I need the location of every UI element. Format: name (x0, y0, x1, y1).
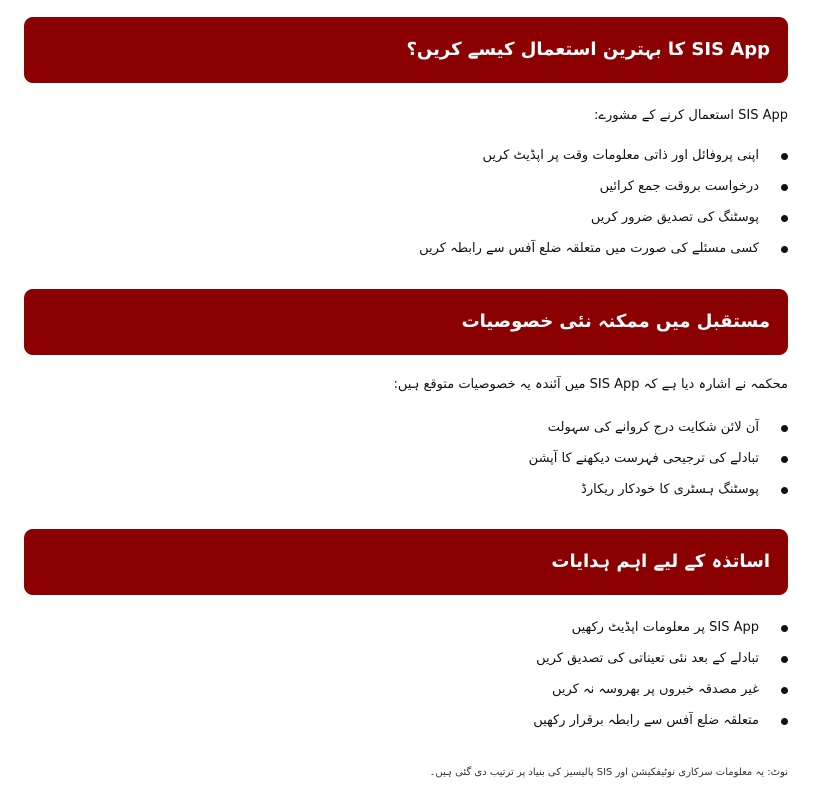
list-item: آن لائن شکایت درج کروانے کی سہولت (529, 418, 788, 449)
section-intro: SIS App استعمال کرنے کے مشورے: (594, 108, 788, 123)
guidelines-list (533, 618, 788, 742)
bullet-icon (781, 215, 788, 222)
features-list (529, 418, 788, 511)
bullet-icon (781, 456, 788, 463)
bullet-icon (781, 718, 788, 725)
list-item: متعلقہ ضلع آفس سے رابطہ برقرار رکھیں (533, 711, 788, 742)
section-intro: محکمہ نے اشارہ دیا ہے کہ SIS App میں آئندہ یہ خصوصیات متوقع ہیں: (393, 377, 788, 392)
bullet-icon (781, 687, 788, 694)
list-item: اپنی پروفائل اور ذاتی معلومات وقت پر اپڈیٹ کریں (419, 146, 788, 177)
section-header-future-features (24, 289, 788, 355)
bullet-icon (781, 246, 788, 253)
bullet-icon (781, 656, 788, 663)
section-header-best-use (24, 17, 788, 83)
bullet-icon (781, 487, 788, 494)
bullet-icon (781, 425, 788, 432)
list-item: کسی مسئلے کی صورت میں متعلقہ ضلع آفس سے رابطہ کریں (419, 239, 788, 270)
bullet-icon (781, 184, 788, 191)
section-title: SIS App کا بہترین استعمال کیسے کریں؟ (406, 39, 770, 61)
list-item: پوسٹنگ کی تصدیق ضرور کریں (419, 208, 788, 239)
list-item: غیر مصدقہ خبروں پر بھروسہ نہ کریں (533, 680, 788, 711)
list-item: درخواست بروقت جمع کرائیں (419, 177, 788, 208)
section-title: اساتذہ کے لیے اہم ہدایات (551, 551, 770, 573)
list-item: تبادلے کے بعد نئی تعیناتی کی تصدیق کریں (533, 649, 788, 680)
section-header-teacher-guidelines (24, 529, 788, 595)
list-item: SIS App پر معلومات اپڈیٹ رکھیں (533, 618, 788, 649)
bullet-icon (781, 153, 788, 160)
section-title: مستقبل میں ممکنہ نئی خصوصیات (461, 311, 770, 333)
list-item: تبادلے کی ترجیحی فہرست دیکھنے کا آپشن (529, 449, 788, 480)
footer-note: نوٹ: یہ معلومات سرکاری نوٹیفکیشن اور SIS پالیسیز کی بنیاد پر ترتیب دی گئی ہیں۔ (429, 767, 788, 778)
bullet-icon (781, 625, 788, 632)
tips-list (419, 146, 788, 270)
list-item: پوسٹنگ ہسٹری کا خودکار ریکارڈ (529, 480, 788, 511)
